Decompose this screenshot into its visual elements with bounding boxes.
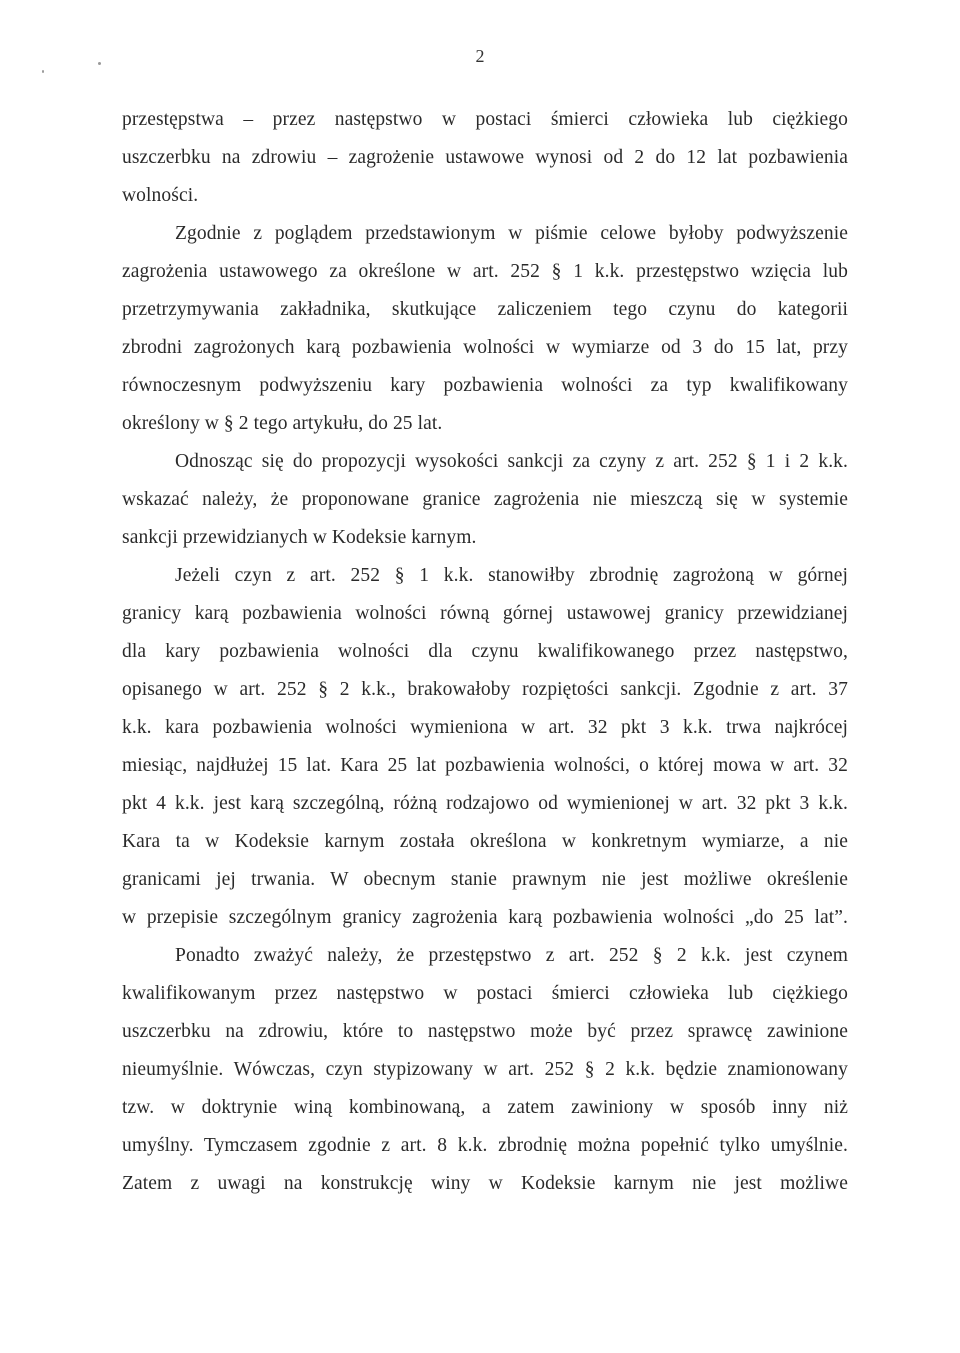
- text-line: dla kary pozbawienia wolności dla czynu kwalifikowanego przez następstwo,: [122, 641, 848, 662]
- text-line: równoczesnym podwyższeniu kary pozbawienia wolności za typ kwalifikowany: [122, 375, 848, 396]
- text-line: zagrożenia ustawowego za określone w art. 252 § 1 k.k. przestępstwo wzięcia lub: [122, 261, 848, 282]
- text-line: Ponadto zważyć należy, że przestępstwo z art. 252 § 2 k.k. jest czynem: [175, 945, 848, 966]
- text-line: wolności.: [122, 185, 199, 206]
- scan-speck: [98, 62, 101, 65]
- text-line: Jeżeli czyn z art. 252 § 1 k.k. stanowiłby zbrodnię zagrożoną w górnej: [175, 565, 848, 586]
- text-line: Odnosząc się do propozycji wysokości sankcji za czyny z art. 252 § 1 i 2 k.k.: [175, 451, 848, 472]
- text-line: uszczerbku na zdrowiu, które to następstwo może być przez sprawcę zawinione: [122, 1021, 848, 1042]
- page-number: 2: [475, 46, 485, 66]
- scan-speck: [42, 70, 44, 73]
- text-line: k.k. kara pozbawienia wolności wymieniona w art. 32 pkt 3 k.k. trwa najkrócej: [122, 717, 848, 738]
- text-line: kwalifikowanym przez następstwo w postaci śmierci człowieka lub ciężkiego: [122, 983, 848, 1004]
- text-line: przestępstwa – przez następstwo w postaci śmierci człowieka lub ciężkiego: [122, 109, 848, 130]
- text-line: przetrzymywania zakładnika, skutkujące zaliczeniem tego czynu do kategorii: [122, 299, 848, 320]
- text-line: granicy karą pozbawienia wolności równą górnej ustawowej granicy przewidzianej: [122, 603, 848, 624]
- text-line: zbrodni zagrożonych karą pozbawienia wolności w wymiarze od 3 do 15 lat, przy: [122, 337, 848, 358]
- text-line: miesiąc, najdłużej 15 lat. Kara 25 lat pozbawienia wolności, o której mowa w art. 32: [122, 755, 848, 776]
- text-line: Zatem z uwagi na konstrukcję winy w Kodeksie karnym nie jest możliwe: [122, 1173, 848, 1194]
- text-line: Zgodnie z poglądem przedstawionym w piśmie celowe byłoby podwyższenie: [175, 223, 848, 244]
- text-line: określony w § 2 tego artykułu, do 25 lat.: [122, 413, 443, 434]
- text-line: granicami jej trwania. W obecnym stanie prawnym nie jest możliwe określenie: [122, 869, 848, 890]
- text-line: umyślny. Tymczasem zgodnie z art. 8 k.k. zbrodnię można popełnić tylko umyślnie.: [122, 1135, 848, 1156]
- text-line: sankcji przewidzianych w Kodeksie karnym.: [122, 527, 477, 548]
- text-line: nieumyślnie. Wówczas, czyn stypizowany w art. 252 § 2 k.k. będzie znamionowany: [122, 1059, 848, 1080]
- text-line: w przepisie szczególnym granicy zagrożenia karą pozbawienia wolności „do 25 lat”.: [122, 907, 848, 928]
- text-line: Kara ta w Kodeksie karnym została określona w konkretnym wymiarze, a nie: [122, 831, 848, 852]
- text-line: opisanego w art. 252 § 2 k.k., brakowałoby rozpiętości sankcji. Zgodnie z art. 37: [122, 679, 848, 700]
- text-line: pkt 4 k.k. jest karą szczególną, różną rodzajowo od wymienionej w art. 32 pkt 3 k.k.: [122, 793, 848, 814]
- text-line: tzw. w doktrynie winą kombinowaną, a zatem zawiniony w sposób inny niż: [122, 1097, 848, 1118]
- text-line: wskazać należy, że proponowane granice zagrożenia nie mieszczą się w systemie: [122, 489, 848, 510]
- text-line: uszczerbku na zdrowiu – zagrożenie ustawowe wynosi od 2 do 12 lat pozbawienia: [122, 147, 848, 168]
